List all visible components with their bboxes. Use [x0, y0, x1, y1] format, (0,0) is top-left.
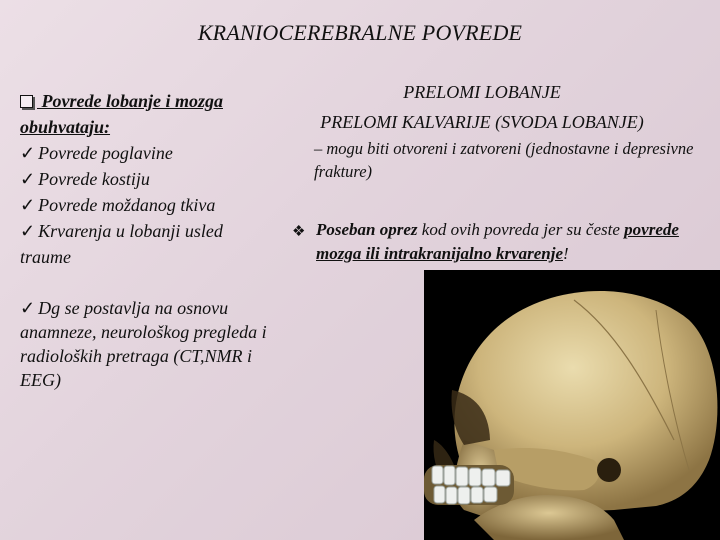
caution-mid: kod ovih povreda jer su česte: [417, 220, 625, 239]
square-bullet-icon: [20, 95, 33, 108]
checkmark-icon: ✓: [20, 221, 36, 241]
list-item-text: Povrede moždanog tkiva: [38, 195, 216, 215]
left-column: [20, 88, 270, 392]
diamond-bullet-icon: ❖: [292, 224, 306, 240]
fracture-heading: PRELOMI LOBANJE: [403, 82, 561, 102]
diagnosis-note: [20, 296, 270, 392]
list-item: [20, 218, 270, 270]
fracture-description: – mogu biti otvoreni i zatvoreni (jednostavne i depresivne frakture): [314, 139, 694, 181]
caution-note: [292, 218, 692, 266]
calvaria-fracture-heading: PRELOMI KALVARIJE (SVODA LOBANJE): [320, 112, 644, 132]
caution-bold: Poseban oprez: [316, 220, 418, 239]
checkmark-icon: ✓: [20, 298, 36, 318]
caution-end: !: [563, 244, 569, 263]
slide-title: KRANIOCEREBRALNE POVREDE: [197, 20, 523, 45]
list-item-text: Krvarenja u lobanji usled traume: [20, 221, 223, 267]
skull-lateral-view-image: [424, 270, 720, 540]
left-heading-line1: Povrede lobanje i mozga: [41, 91, 223, 111]
diagnosis-text: Dg se postavlja na osnovu anamneze, neurološkog pregleda i radioloških pretraga (CT,NMR i EEG): [20, 298, 267, 390]
list-item-text: Povrede kostiju: [38, 169, 150, 189]
checkmark-icon: ✓: [20, 143, 36, 163]
left-heading-line2: obuhvataju:: [20, 117, 111, 137]
left-heading: [20, 88, 270, 140]
list-item: [20, 140, 270, 166]
checkmark-icon: ✓: [20, 195, 36, 215]
caution-emphasis: povrede mozga ili intrakranijalno krvarenje: [316, 220, 679, 263]
checkmark-icon: ✓: [20, 169, 36, 189]
list-item: [20, 192, 270, 218]
list-item: [20, 166, 270, 192]
list-item-text: Povrede poglavine: [38, 143, 173, 163]
